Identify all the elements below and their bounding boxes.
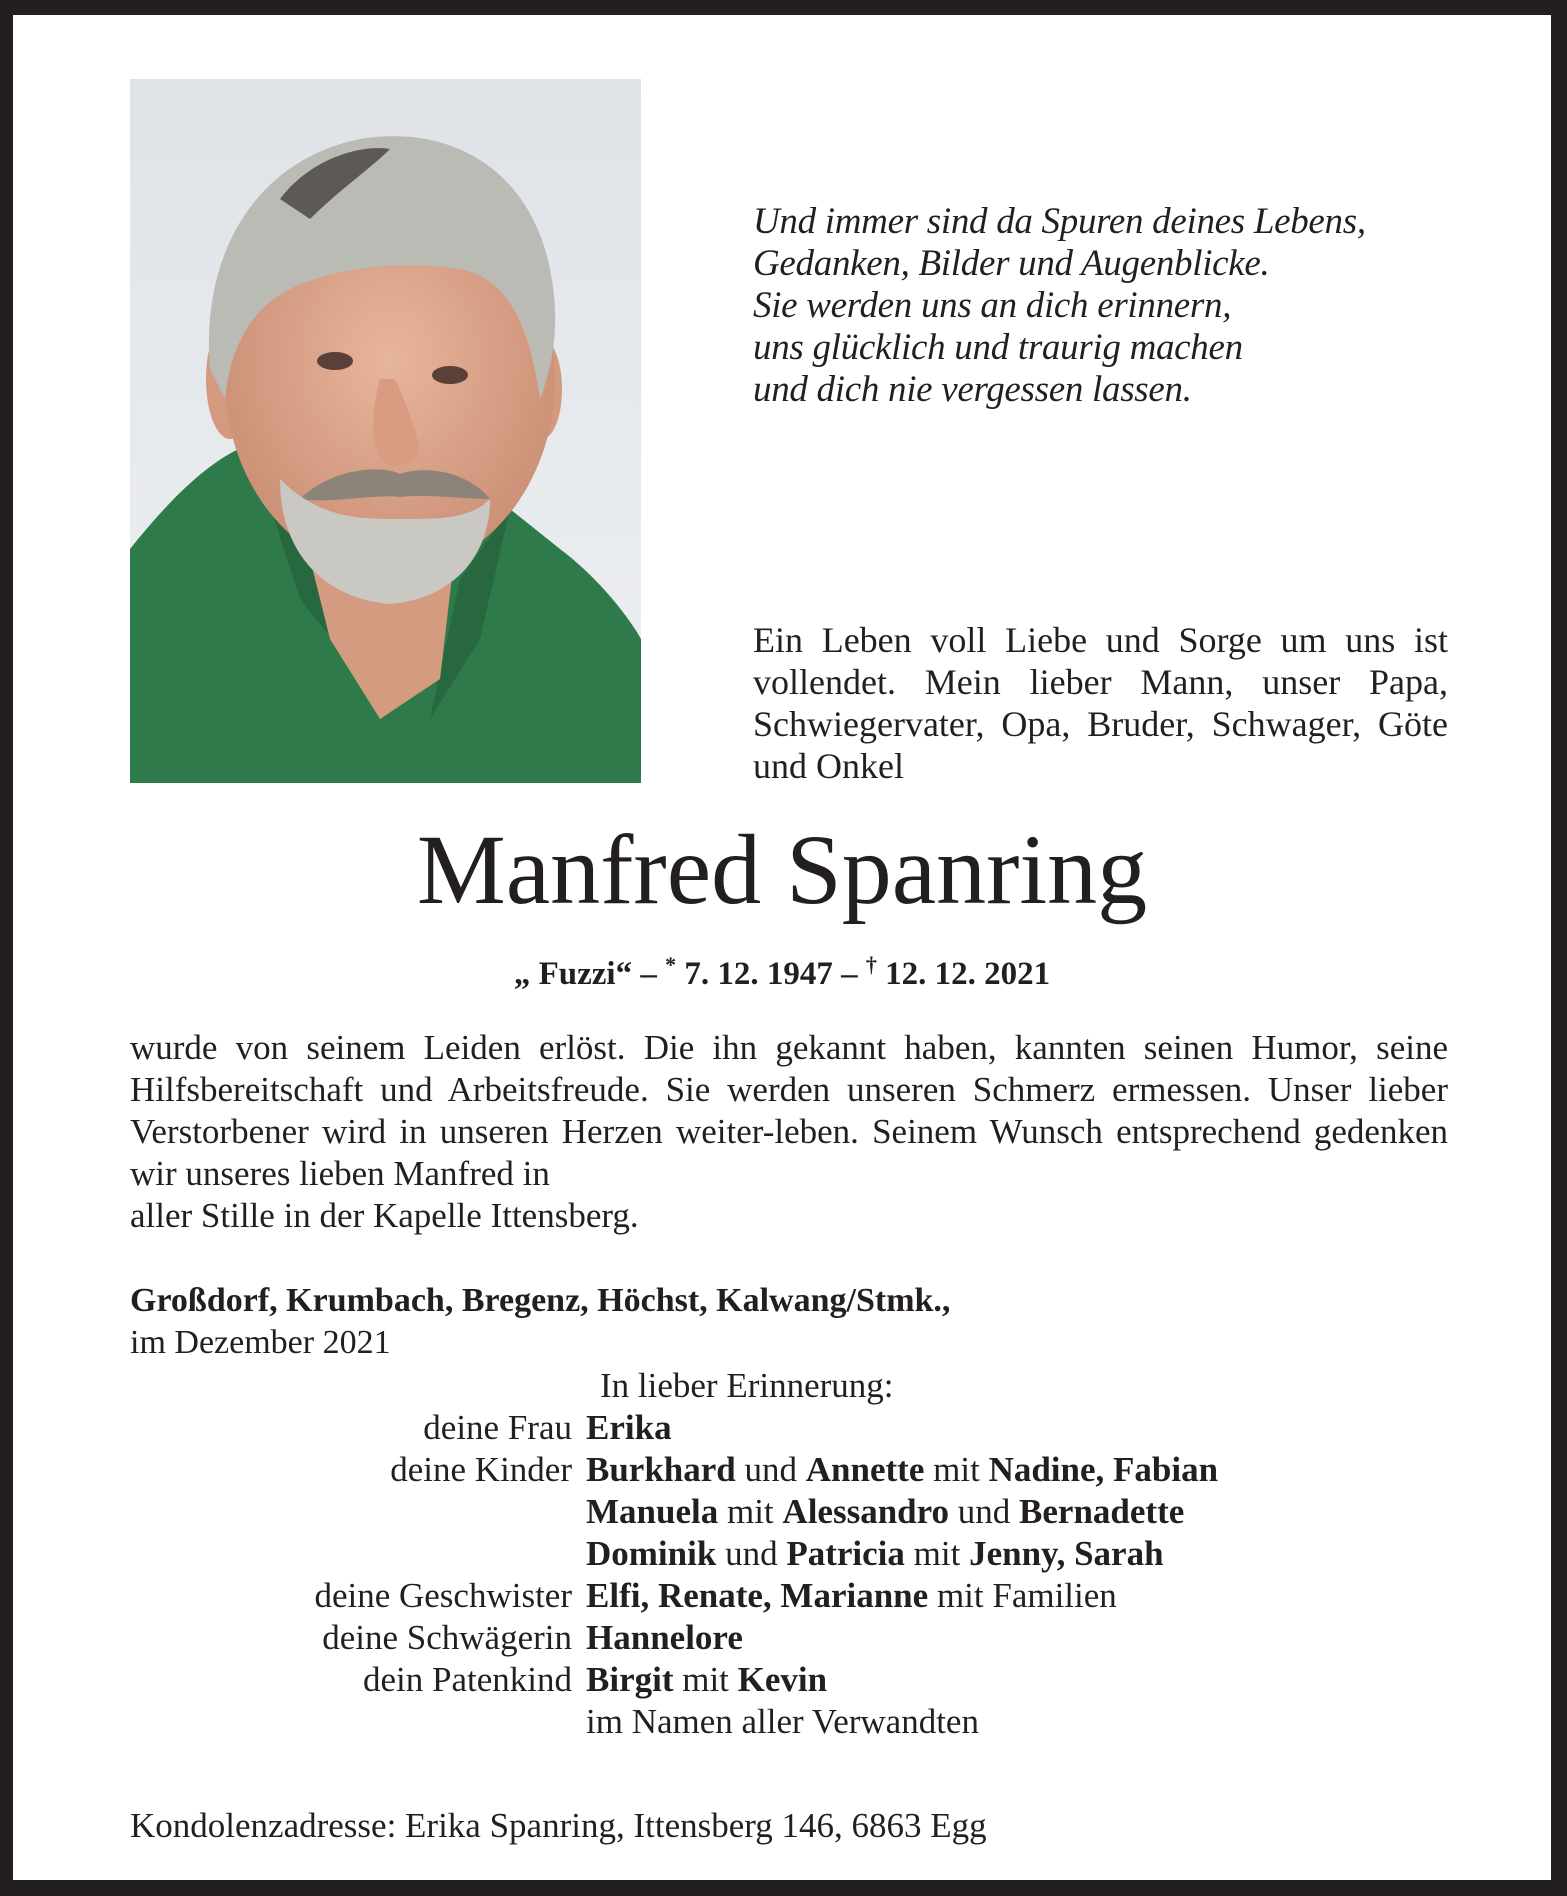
relative-name: Hannelore [586, 1618, 743, 1657]
family-rows [130, 1407, 1430, 1743]
family-row [130, 1533, 1430, 1575]
relative-name: Patricia [786, 1534, 905, 1573]
relative-names [586, 1617, 743, 1659]
obituary-body [130, 1027, 1448, 1237]
connector-text: im Namen aller Verwandten [586, 1702, 979, 1741]
poem-line: Gedanken, Bilder und Augenblicke. [753, 243, 1270, 284]
family-row [130, 1491, 1430, 1533]
relative-name: Burkhard [586, 1450, 736, 1489]
relation-label: deine Geschwister [314, 1576, 572, 1615]
connector-text: und [716, 1534, 787, 1573]
relation-label [130, 1533, 586, 1575]
connector-text: mit [924, 1450, 989, 1489]
relative-name: Erika [586, 1408, 672, 1447]
relation-label [130, 1491, 586, 1533]
family-row [130, 1449, 1430, 1491]
relative-names [586, 1659, 827, 1701]
connector-text: mit [718, 1492, 783, 1531]
relative-name: Bernadette [1019, 1492, 1185, 1531]
places-and-date [130, 1280, 950, 1364]
relative-name: Elfi, Renate, Marianne [586, 1576, 929, 1615]
connector-text: und [949, 1492, 1020, 1531]
relative-name: Manuela [586, 1492, 719, 1531]
relative-names [586, 1407, 672, 1449]
family-heading: In lieber Erinnerung: [600, 1366, 894, 1405]
family-row [130, 1701, 1430, 1743]
separator: – [640, 956, 657, 992]
nickname: „ Fuzzi“ [513, 956, 633, 992]
relation-label: deine Kinder [390, 1450, 572, 1489]
relation-label: dein Patenkind [363, 1660, 572, 1699]
poem-line: uns glücklich und traurig machen [753, 327, 1243, 368]
family-row [130, 1575, 1430, 1617]
relative-names [586, 1701, 979, 1743]
body-paragraph: wurde von seinem Leiden erlöst. Die ihn gekannt haben, kannten seinen Humor, seine Hilfsbereitschaft und Arbeitsfreude. Sie werden unseren Schmerz ermessen. Unser lieber Verstorbener wird in unseren Herzen weiter-leben. Seinem Wunsch entsprechend gedenken wir unseres lieben Manfred in [130, 1028, 1448, 1193]
relative-names [586, 1449, 1218, 1491]
separator: – [841, 956, 858, 992]
body-paragraph-last: aller Stille in der Kapelle Ittensberg. [130, 1196, 639, 1235]
relative-names [586, 1533, 1164, 1575]
poem-line: Sie werden uns an dich erinnern, [753, 285, 1232, 326]
relation-label: deine Frau [423, 1408, 572, 1447]
family-row [130, 1659, 1430, 1701]
relation-label [130, 1701, 586, 1743]
connector-text: mit Familien [928, 1576, 1117, 1615]
family-list [130, 1365, 1430, 1743]
family-row [130, 1617, 1430, 1659]
poem-line: und dich nie vergessen lassen. [753, 369, 1192, 410]
birth-symbol: * [665, 952, 677, 977]
obituary-page [13, 15, 1551, 1880]
relative-name: Kevin [737, 1660, 828, 1699]
locations: Großdorf, Krumbach, Bregenz, Höchst, Kalwang/Stmk., [130, 1282, 951, 1319]
birth-date: 7. 12. 1947 [684, 956, 833, 992]
relation-label: deine Schwägerin [322, 1618, 572, 1657]
poem-line: Und immer sind da Spuren deines Lebens, [753, 201, 1366, 242]
relative-names [586, 1575, 1117, 1617]
intro-text: Ein Leben voll Liebe und Sorge um uns ist vollendet. Mein lieber Mann, unser Papa, Schwiegervater, Opa, Bruder, Schwager, Göte und Onkel [753, 620, 1448, 786]
relative-name: Alessandro [782, 1492, 950, 1531]
life-dates [13, 945, 1551, 994]
announcement-date: im Dezember 2021 [130, 1324, 391, 1361]
deceased-name: Manfred Spanring [416, 814, 1148, 925]
death-date: 12. 12. 2021 [885, 956, 1051, 992]
relative-name: Annette [805, 1450, 925, 1489]
relative-name: Nadine, Fabian [988, 1450, 1219, 1489]
family-row [130, 1407, 1430, 1449]
relative-name: Birgit [586, 1660, 674, 1699]
memorial-poem [753, 201, 1366, 411]
death-symbol: † [865, 952, 877, 977]
connector-text: mit [673, 1660, 738, 1699]
portrait-image [130, 79, 641, 783]
connector-text: und [735, 1450, 806, 1489]
condolence-address: Kondolenzadresse: Erika Spanring, Ittensberg 146, 6863 Egg [130, 1806, 987, 1845]
relative-name: Dominik [586, 1534, 717, 1573]
relative-names [586, 1491, 1184, 1533]
relative-name: Jenny, Sarah [969, 1534, 1164, 1573]
portrait-photo [130, 79, 641, 783]
connector-text: mit [904, 1534, 970, 1573]
